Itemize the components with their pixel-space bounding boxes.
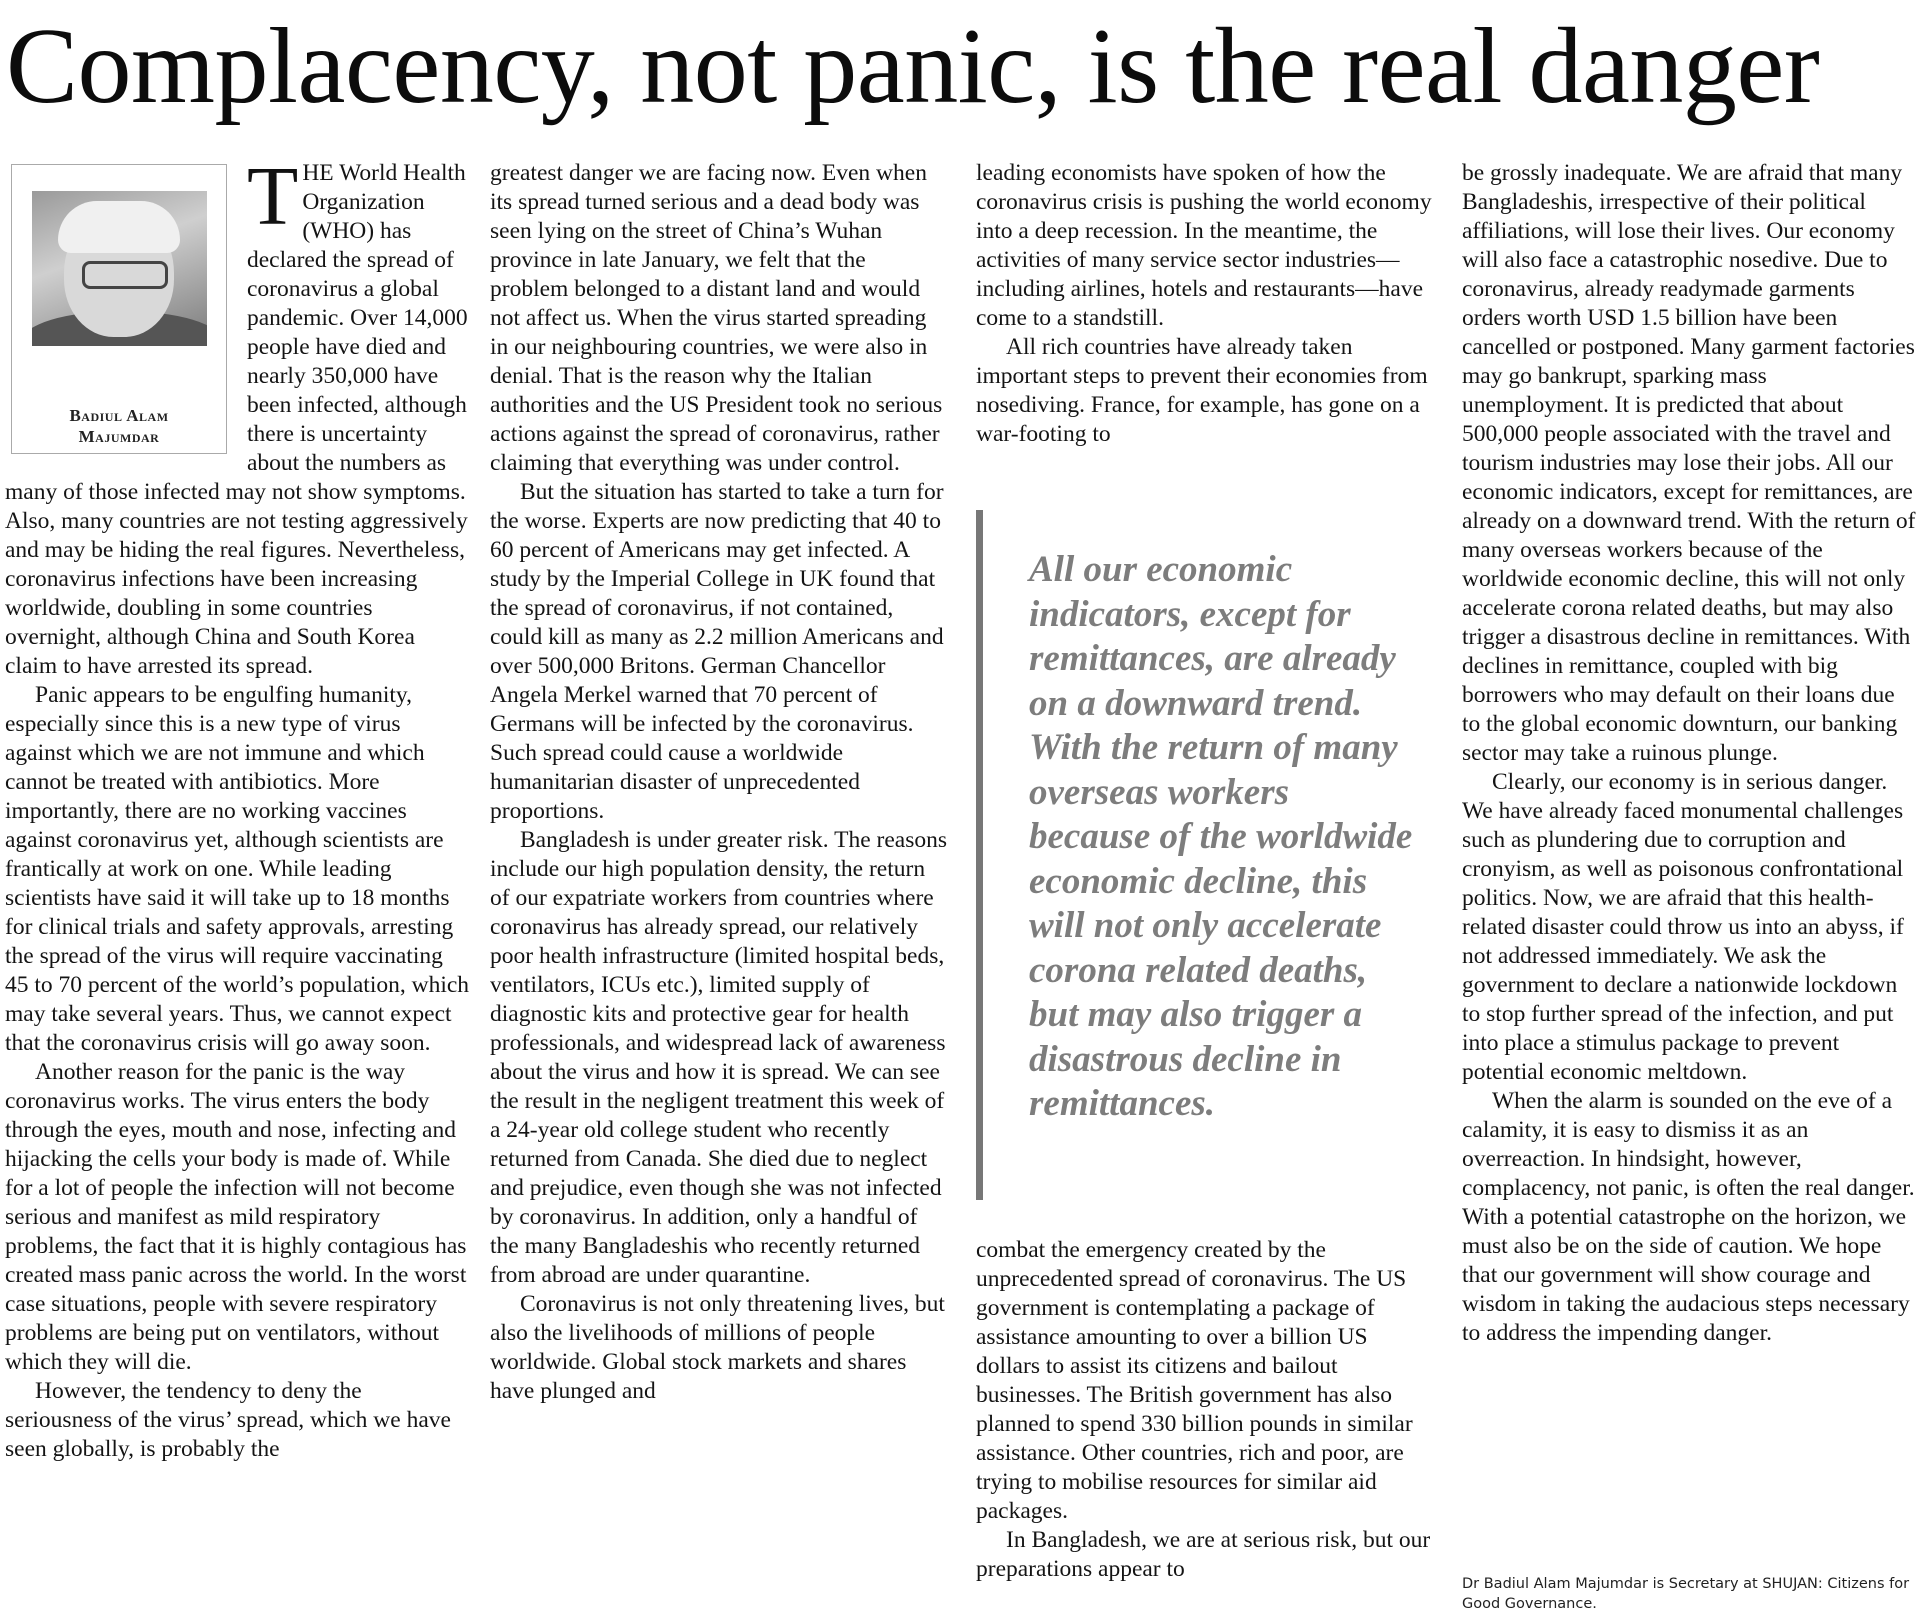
- article-column-2: [490, 159, 948, 1406]
- paragraph: But the situation has started to take a turn for the worse. Experts are now predicting that 40 to 60 percent of Americans may get infected. A study by the Imperial College in UK found that the spread of coronavirus, if not contained, could kill as many as 2.2 million Americans and over 500,000 Britons. German Chancellor Angela Merkel warned that 70 percent of Germans will be infected by the coronavirus. Such spread could cause a worldwide humanitarian disaster of unprecedented proportions.: [490, 479, 944, 824]
- article-column-4: [1462, 159, 1918, 1348]
- paragraph: Bangladesh is under greater risk. The reasons include our high population density, the return of our expatriate workers from countries where coronavirus has already spread, our relatively poor health infrastructure (limited hospital beds, ventilators, ICUs etc.), limited supply of diagnostic kits and protective gear for health professionals, and widespread lack of awareness about the virus and how it is spread. We can see the result in the negligent treatment this week of a 24-year old college student who recently returned from Canada. She died due to neglect and prejudice, even though she was not infected by coronavirus. In addition, only a handful of the many Bangladeshis who recently returned from abroad are under quarantine.: [490, 827, 948, 1288]
- paragraph: However, the tendency to deny the seriousness of the virus’ spread, which we have seen globally, is probably the: [5, 1378, 451, 1462]
- paragraph: combat the emergency created by the unprecedented spread of coronavirus. The US government is contemplating a package of assistance amounting to over a billion US dollars to assist its citizens and bailout businesses. The British government has also planned to spend 330 billion pounds in similar assistance. Other countries, rich and poor, are trying to mobilise resources for similar aid packages.: [976, 1237, 1413, 1524]
- author-footnote: Dr Badiul Alam Majumdar is Secretary at SHUJAN: Citizens for Good Governance.: [1462, 1576, 1910, 1612]
- paragraph: All rich countries have already taken important steps to prevent their economies from nosediving. France, for example, has gone on a war-footing to: [976, 334, 1428, 447]
- drop-cap: T: [247, 150, 299, 243]
- article-column-3-top: [976, 159, 1436, 449]
- author-photo: [32, 191, 207, 346]
- author-name: [12, 405, 226, 447]
- author-name-line1: Badiul Alam: [69, 406, 169, 425]
- pull-quote: [976, 510, 1416, 1200]
- paragraph: leading economists have spoken of how the coronavirus crisis is pushing the world economy into a deep recession. In the meantime, the activities of many service sector industries—including airlines, hotels and restaurants—have come to a standstill.: [976, 160, 1432, 331]
- article-column-1: [5, 150, 471, 1464]
- paragraph: greatest danger we are facing now. Even when its spread turned serious and a dead body was seen lying on the street of China’s Wuhan province in late January, we felt that the problem belonged to a distant land and would not affect us. When the virus started spreading in our neighbouring countries, we were also in denial. That is the reason why the Italian authorities and the US President took no serious actions against the spread of coronavirus, rather claiming that everything was under control.: [490, 160, 943, 476]
- paragraph: Another reason for the panic is the way coronavirus works. The virus enters the body through the eyes, mouth and nose, infecting and hijacking the cells your body is made of. While for a lot of people the infection will not become serious and manifest as mild respiratory problems, the fact that it is highly contagious has created mass panic across the world. In the worst case situations, people with severe respiratory problems are being put on ventilators, without which they will die.: [5, 1059, 467, 1375]
- paragraph: Clearly, our economy is in serious danger. We have already faced monumental challenges such as plundering due to corruption and cronyism, as well as poisonous confrontational politics. Now, we are afraid that this health-related disaster could throw us into an abyss, if not addressed immediately. We ask the government to declare a nationwide lockdown to stop further spread of the infection, and put into place a stimulus package to prevent potential economic meltdown.: [1462, 769, 1904, 1085]
- article-column-3-bottom: [976, 1236, 1436, 1584]
- paragraph: Coronavirus is not only threatening lives, but also the livelihoods of millions of people worldwide. Global stock markets and shares have plunged and: [490, 1291, 945, 1404]
- paragraph: be grossly inadequate. We are afraid that many Bangladeshis, irrespective of their political affiliations, will lose their lives. Our economy will also face a catastrophic nosedive. Due to coronavirus, already readymade garments orders worth USD 1.5 billion have been cancelled or postponed. Many garment factories may go bankrupt, sparking mass unemployment. It is predicted that about 500,000 people associated with the travel and tourism industries may lose their jobs. All our economic indicators, except for remittances, are already on a downward trend. With the return of many overseas workers because of the worldwide economic decline, this will not only accelerate corona related deaths, but may also trigger a disastrous decline in remittances. With declines in remittance, coupled with big borrowers who may default on their loans due to the global economic downturn, our banking sector may take a ruinous plunge.: [1462, 160, 1916, 766]
- paragraph-text: HE World Health Organization (WHO) has declared the spread of coronavirus a global pandemic. Over 14,000 people have died and nearly 350,000 have been infected, although there is uncertainty about the numbers as many of those infected may not show symptoms. Also, many countries are not testing aggressively and may be hiding the real figures. Nevertheless, coronavirus infections have been increasing worldwide, doubling in some countries overnight, although China and South Korea claim to have arrested its spread.: [5, 160, 468, 679]
- paragraph: In Bangladesh, we are at serious risk, but our preparations appear to: [976, 1527, 1431, 1582]
- author-byline: [11, 164, 227, 454]
- author-name-line2: Majumdar: [78, 427, 160, 446]
- pull-quote-text: All our economic indicators, except for remittances, are already on a downward trend. With the return of many overseas workers because of the worldwide economic decline, this will not only accelerate corona related deaths, but may also trigger a disastrous decline in remittances.: [1029, 549, 1413, 1124]
- paragraph: Panic appears to be engulfing humanity, especially since this is a new type of virus against which we are not immune and which cannot be treated with antibiotics. More importantly, there are no working vaccines against coronavirus yet, although scientists are frantically at work on one. While leading scientists have said it will take up to 18 months for clinical trials and safety approvals, arresting the spread of the virus will require vaccinating 45 to 70 percent of the world’s population, which may take several years. Thus, we cannot expect that the coronavirus crisis will go away soon.: [5, 682, 470, 1056]
- headline: Complacency, not panic, is the real danger: [6, 7, 1820, 126]
- paragraph: When the alarm is sounded on the eve of a calamity, it is easy to dismiss it as an overreaction. In hindsight, however, complacency, not panic, is often the real danger. With a potential catastrophe on the horizon, we must also be on the side of caution. We hope that our government will show courage and wisdom in taking the audacious steps necessary to address the impending danger.: [1462, 1088, 1915, 1346]
